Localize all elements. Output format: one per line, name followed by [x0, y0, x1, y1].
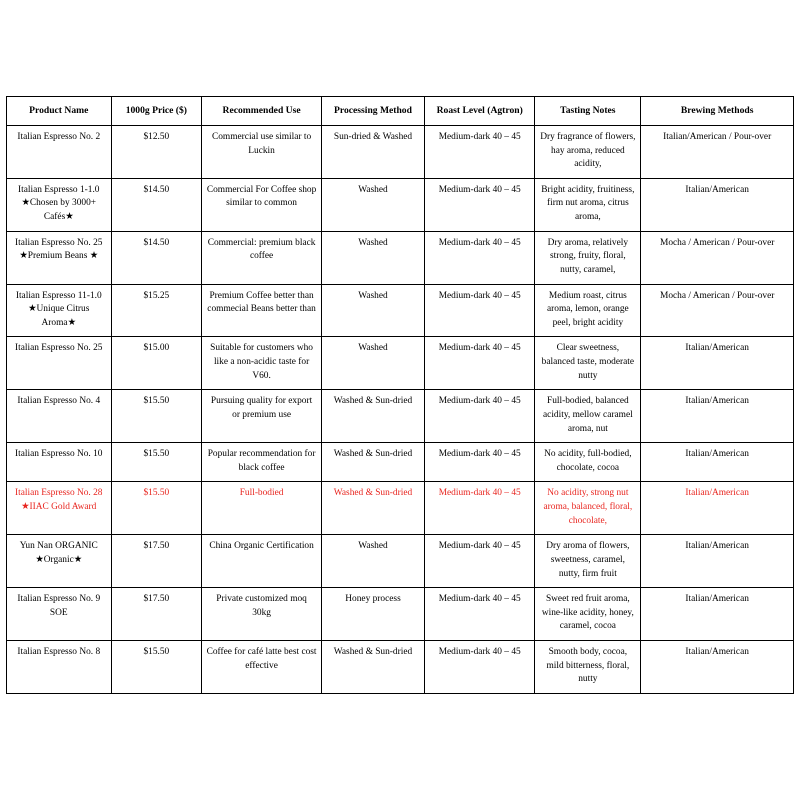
table-header-row: [7, 97, 794, 126]
table-row: [7, 390, 794, 443]
cell-recommended-use: Commercial For Coffee shop similar to common: [202, 178, 322, 231]
cell-price: $15.50: [111, 443, 202, 482]
cell-tasting-notes: Smooth body, cocoa, mild bitterness, floral, nutty: [535, 641, 641, 694]
cell-brewing-methods: Italian/American: [641, 588, 794, 641]
cell-recommended-use: Popular recommendation for black coffee: [202, 443, 322, 482]
column-header-brewing-methods: Brewing Methods: [641, 97, 794, 126]
column-header-recommended-use: Recommended Use: [202, 97, 322, 126]
cell-price: $15.50: [111, 390, 202, 443]
cell-tasting-notes: Dry fragrance of flowers, hay aroma, reduced acidity,: [535, 125, 641, 178]
cell-processing-method: Washed: [321, 231, 424, 284]
cell-tasting-notes: Full-bodied, balanced acidity, mellow caramel aroma, nut: [535, 390, 641, 443]
cell-recommended-use: Full-bodied: [202, 482, 322, 535]
cell-product-name: Italian Espresso 11-1.0 ★Unique Citrus Aroma★: [7, 284, 112, 337]
cell-brewing-methods: Mocha / American / Pour-over: [641, 231, 794, 284]
cell-tasting-notes: Bright acidity, fruitiness, firm nut aroma, citrus aroma,: [535, 178, 641, 231]
cell-roast-level: Medium-dark 40 – 45: [425, 337, 535, 390]
cell-product-name: Italian Espresso No. 25 ★Premium Beans ★: [7, 231, 112, 284]
cell-roast-level: Medium-dark 40 – 45: [425, 443, 535, 482]
cell-processing-method: Washed: [321, 284, 424, 337]
table-row: [7, 482, 794, 535]
column-header-roast-level: Roast Level (Agtron): [425, 97, 535, 126]
coffee-product-table: [6, 96, 794, 694]
cell-processing-method: Washed: [321, 178, 424, 231]
cell-product-name: Italian Espresso No. 10: [7, 443, 112, 482]
cell-tasting-notes: No acidity, full-bodied, chocolate, cocoa: [535, 443, 641, 482]
cell-tasting-notes: Dry aroma, relatively strong, fruity, floral, nutty, caramel,: [535, 231, 641, 284]
column-header-product-name: Product Name: [7, 97, 112, 126]
cell-brewing-methods: Italian/American: [641, 178, 794, 231]
cell-tasting-notes: Dry aroma of flowers, sweetness, caramel, nutty, firm fruit: [535, 535, 641, 588]
cell-processing-method: Washed & Sun-dried: [321, 390, 424, 443]
cell-roast-level: Medium-dark 40 – 45: [425, 641, 535, 694]
cell-recommended-use: Coffee for café latte best cost effective: [202, 641, 322, 694]
cell-roast-level: Medium-dark 40 – 45: [425, 535, 535, 588]
cell-processing-method: Washed: [321, 337, 424, 390]
cell-recommended-use: Private customized moq 30kg: [202, 588, 322, 641]
cell-processing-method: Washed & Sun-dried: [321, 443, 424, 482]
cell-brewing-methods: Italian/American: [641, 535, 794, 588]
cell-product-name: Italian Espresso No. 2: [7, 125, 112, 178]
cell-product-name: Italian Espresso 1-1.0 ★Chosen by 3000+ Cafés★: [7, 178, 112, 231]
cell-roast-level: Medium-dark 40 – 45: [425, 125, 535, 178]
table-row: [7, 588, 794, 641]
cell-recommended-use: Commercial use similar to Luckin: [202, 125, 322, 178]
cell-tasting-notes: No acidity, strong nut aroma, balanced, floral, chocolate,: [535, 482, 641, 535]
table-row: [7, 178, 794, 231]
table-body: [7, 125, 794, 693]
cell-price: $15.50: [111, 482, 202, 535]
cell-price: $15.00: [111, 337, 202, 390]
table-row: [7, 284, 794, 337]
cell-processing-method: Washed & Sun-dried: [321, 641, 424, 694]
cell-tasting-notes: Sweet red fruit aroma, wine-like acidity, honey, caramel, cocoa: [535, 588, 641, 641]
cell-roast-level: Medium-dark 40 – 45: [425, 482, 535, 535]
cell-product-name: Yun Nan ORGANIC ★Organic★: [7, 535, 112, 588]
cell-price: $12.50: [111, 125, 202, 178]
table-row: [7, 535, 794, 588]
cell-brewing-methods: Italian/American / Pour-over: [641, 125, 794, 178]
cell-roast-level: Medium-dark 40 – 45: [425, 178, 535, 231]
cell-price: $17.50: [111, 535, 202, 588]
cell-recommended-use: China Organic Certification: [202, 535, 322, 588]
cell-recommended-use: Premium Coffee better than commecial Beans better than: [202, 284, 322, 337]
cell-product-name: Italian Espresso No. 8: [7, 641, 112, 694]
cell-processing-method: Washed: [321, 535, 424, 588]
column-header-tasting-notes: Tasting Notes: [535, 97, 641, 126]
cell-price: $15.25: [111, 284, 202, 337]
cell-price: $14.50: [111, 178, 202, 231]
cell-brewing-methods: Italian/American: [641, 641, 794, 694]
cell-tasting-notes: Clear sweetness, balanced taste, moderate nutty: [535, 337, 641, 390]
cell-recommended-use: Commercial: premium black coffee: [202, 231, 322, 284]
cell-processing-method: Honey process: [321, 588, 424, 641]
column-header-price: 1000g Price ($): [111, 97, 202, 126]
table-row: [7, 641, 794, 694]
cell-price: $15.50: [111, 641, 202, 694]
cell-brewing-methods: Italian/American: [641, 337, 794, 390]
cell-brewing-methods: Italian/American: [641, 390, 794, 443]
cell-product-name: Italian Espresso No. 4: [7, 390, 112, 443]
cell-roast-level: Medium-dark 40 – 45: [425, 390, 535, 443]
cell-price: $14.50: [111, 231, 202, 284]
cell-brewing-methods: Italian/American: [641, 482, 794, 535]
cell-product-name: Italian Espresso No. 9 SOE: [7, 588, 112, 641]
cell-brewing-methods: Mocha / American / Pour-over: [641, 284, 794, 337]
cell-roast-level: Medium-dark 40 – 45: [425, 284, 535, 337]
table-row: [7, 231, 794, 284]
table-row: [7, 125, 794, 178]
cell-recommended-use: Suitable for customers who like a non-acidic taste for V60.: [202, 337, 322, 390]
cell-roast-level: Medium-dark 40 – 45: [425, 231, 535, 284]
cell-brewing-methods: Italian/American: [641, 443, 794, 482]
column-header-processing-method: Processing Method: [321, 97, 424, 126]
cell-processing-method: Washed & Sun-dried: [321, 482, 424, 535]
table-row: [7, 337, 794, 390]
cell-product-name: Italian Espresso No. 25: [7, 337, 112, 390]
cell-product-name: Italian Espresso No. 28 ★IIAC Gold Award: [7, 482, 112, 535]
table-header: [7, 97, 794, 126]
cell-recommended-use: Pursuing quality for export or premium use: [202, 390, 322, 443]
table-row: [7, 443, 794, 482]
cell-processing-method: Sun-dried & Washed: [321, 125, 424, 178]
cell-roast-level: Medium-dark 40 – 45: [425, 588, 535, 641]
cell-tasting-notes: Medium roast, citrus aroma, lemon, orange peel, bright acidity: [535, 284, 641, 337]
cell-price: $17.50: [111, 588, 202, 641]
